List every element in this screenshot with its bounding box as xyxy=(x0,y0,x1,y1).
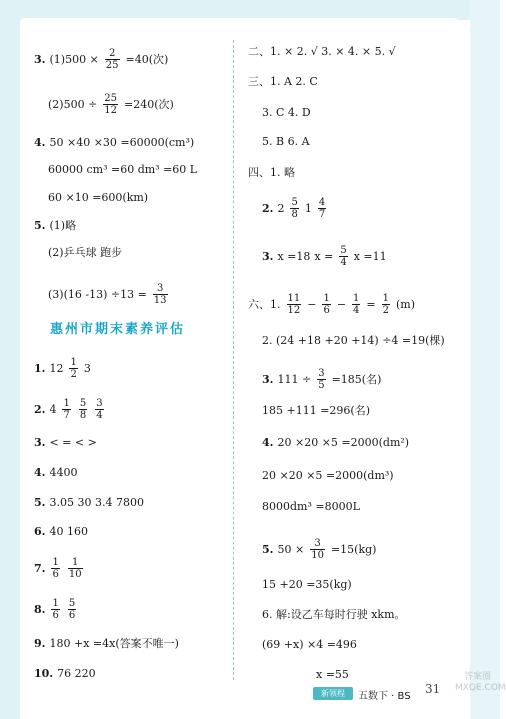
fraction: $\frac{3}{4}$ xyxy=(96,398,103,421)
section-4-line1: 四、1. 略 xyxy=(248,166,295,179)
answer-3-part1: 3. (1)500 × $\frac{2}{25}$ =40(次) xyxy=(34,48,169,71)
right-band xyxy=(470,0,500,719)
fraction: $\frac{3}{10}$ xyxy=(311,538,324,561)
section-3-line2: 3. C 4. D xyxy=(262,106,311,119)
section-6-answer-2: 2. (24 +18 +20 +14) ÷4 =19(棵) xyxy=(262,334,445,347)
fraction: $\frac{5}{8}$ xyxy=(291,197,298,220)
fraction: $\frac{11}{12}$ xyxy=(287,293,301,316)
section-4-line2: 2. 2 $\frac{5}{8}$ 1 $\frac{4}{7}$ xyxy=(262,197,326,220)
left-band xyxy=(0,0,20,719)
section-6-answer-4-line2: 20 ×20 ×5 =2000(dm³) xyxy=(262,469,394,482)
page-number: 31 xyxy=(425,682,441,696)
fraction: $\frac{1}{6}$ xyxy=(52,598,59,621)
answer-5-part3: (3)(16 -13) ÷13 = $\frac{3}{13}$ xyxy=(48,283,167,306)
answer-7: 7. $\frac{1}{6}$ $\frac{1}{10}$ xyxy=(34,557,82,580)
fraction: $\frac{2}{25}$ xyxy=(105,48,119,71)
section-6-answer-6: 6. 解:设乙车每时行驶 xkm。 xyxy=(262,608,406,621)
top-decoration xyxy=(0,0,500,20)
fraction: $\frac{1}{4}$ xyxy=(353,293,360,316)
answer-6: 6. 40 160 xyxy=(34,525,88,538)
fraction: $\frac{1}{6}$ xyxy=(323,293,330,316)
fraction: $\frac{5}{4}$ xyxy=(340,245,347,268)
fraction: $\frac{3}{13}$ xyxy=(153,283,167,306)
answer-4-line1: 4. 50 ×40 ×30 =60000(cm³) xyxy=(34,136,195,149)
answer-9: 9. 180 +x =4x(答案不唯一) xyxy=(34,637,179,650)
fraction: $\frac{5}{8}$ xyxy=(79,398,87,421)
answer-10: 10. 76 220 xyxy=(34,667,96,680)
fraction: $\frac{5}{6}$ xyxy=(68,598,76,621)
column-divider xyxy=(233,40,234,680)
answer-5: 5. 3.05 30 3.4 7800 xyxy=(34,496,144,509)
grade-label: 五数下 · BS xyxy=(358,691,411,702)
answer-5-part2: (2)乒乓球 跑步 xyxy=(48,246,123,259)
section-6-answer-4-line3: 8000dm³ =8000L xyxy=(262,500,360,513)
answer-3: 3. < = < > xyxy=(34,436,97,449)
series-badge: 新领程 xyxy=(313,687,353,700)
section-2-answers: 二、1. × 2. √ 3. × 4. × 5. √ xyxy=(248,45,396,58)
answer-5-part1: 5. (1)略 xyxy=(34,219,77,232)
section-6-answer-4: 4. 20 ×20 ×5 =2000(dm²) xyxy=(262,436,410,449)
fraction: $\frac{25}{12}$ xyxy=(104,93,118,116)
watermark-logo: 答案圈 MXQE.COM xyxy=(455,672,506,693)
answer-1: 1. 12 $\frac{1}{2}$ 3 xyxy=(34,357,91,380)
section-3-line1: 三、1. A 2. C xyxy=(248,75,318,88)
section-3-line3: 5. B 6. A xyxy=(262,135,310,148)
fraction: $\frac{1}{10}$ xyxy=(68,557,82,580)
section-6-answer-5: 5. 50 × $\frac{3}{10}$ =15(kg) xyxy=(262,538,377,561)
fraction: $\frac{1}{7}$ xyxy=(63,398,70,421)
fraction: $\frac{4}{7}$ xyxy=(318,197,326,220)
section-6-answer-6-line2: (69 +x) ×4 =496 xyxy=(262,638,357,651)
section-6-answer-1: 六、1. $\frac{11}{12}$ − $\frac{1}{6}$ − $\frac{1}{4}$ = $\frac{1}{2}$ (m) xyxy=(248,293,416,316)
section-6-answer-3-line2: 185 +111 =296(名) xyxy=(262,404,370,417)
answer-4: 4. 4400 xyxy=(34,466,78,479)
section-6-answer-5-line2: 15 +20 =35(kg) xyxy=(262,578,352,591)
section-6-answer-3: 3. 111 ÷ $\frac{3}{5}$ =185(名) xyxy=(262,368,382,391)
answer-3-part2: (2)500 ÷ $\frac{25}{12}$ =240(次) xyxy=(48,93,174,116)
answer-8: 8. $\frac{1}{6}$ $\frac{5}{6}$ xyxy=(34,598,76,621)
section-title: 惠州市期末素养评估 xyxy=(50,322,186,337)
answer-2: 2. 4 $\frac{1}{7}$ $\frac{5}{8}$ $\frac{3}{4}$ xyxy=(34,398,103,421)
section-4-line3: 3. x =18 x = $\frac{5}{4}$ x =11 xyxy=(262,245,387,268)
answer-4-line3: 60 ×10 =600(km) xyxy=(48,191,149,204)
section-6-answer-6-line3: x =55 xyxy=(316,668,349,681)
answer-4-line2: 60000 cm³ =60 dm³ =60 L xyxy=(48,163,198,176)
fraction: $\frac{1}{6}$ xyxy=(52,557,59,580)
fraction: $\frac{1}{2}$ xyxy=(70,357,77,380)
fraction: $\frac{1}{2}$ xyxy=(382,293,390,316)
fraction: $\frac{3}{5}$ xyxy=(318,368,325,391)
